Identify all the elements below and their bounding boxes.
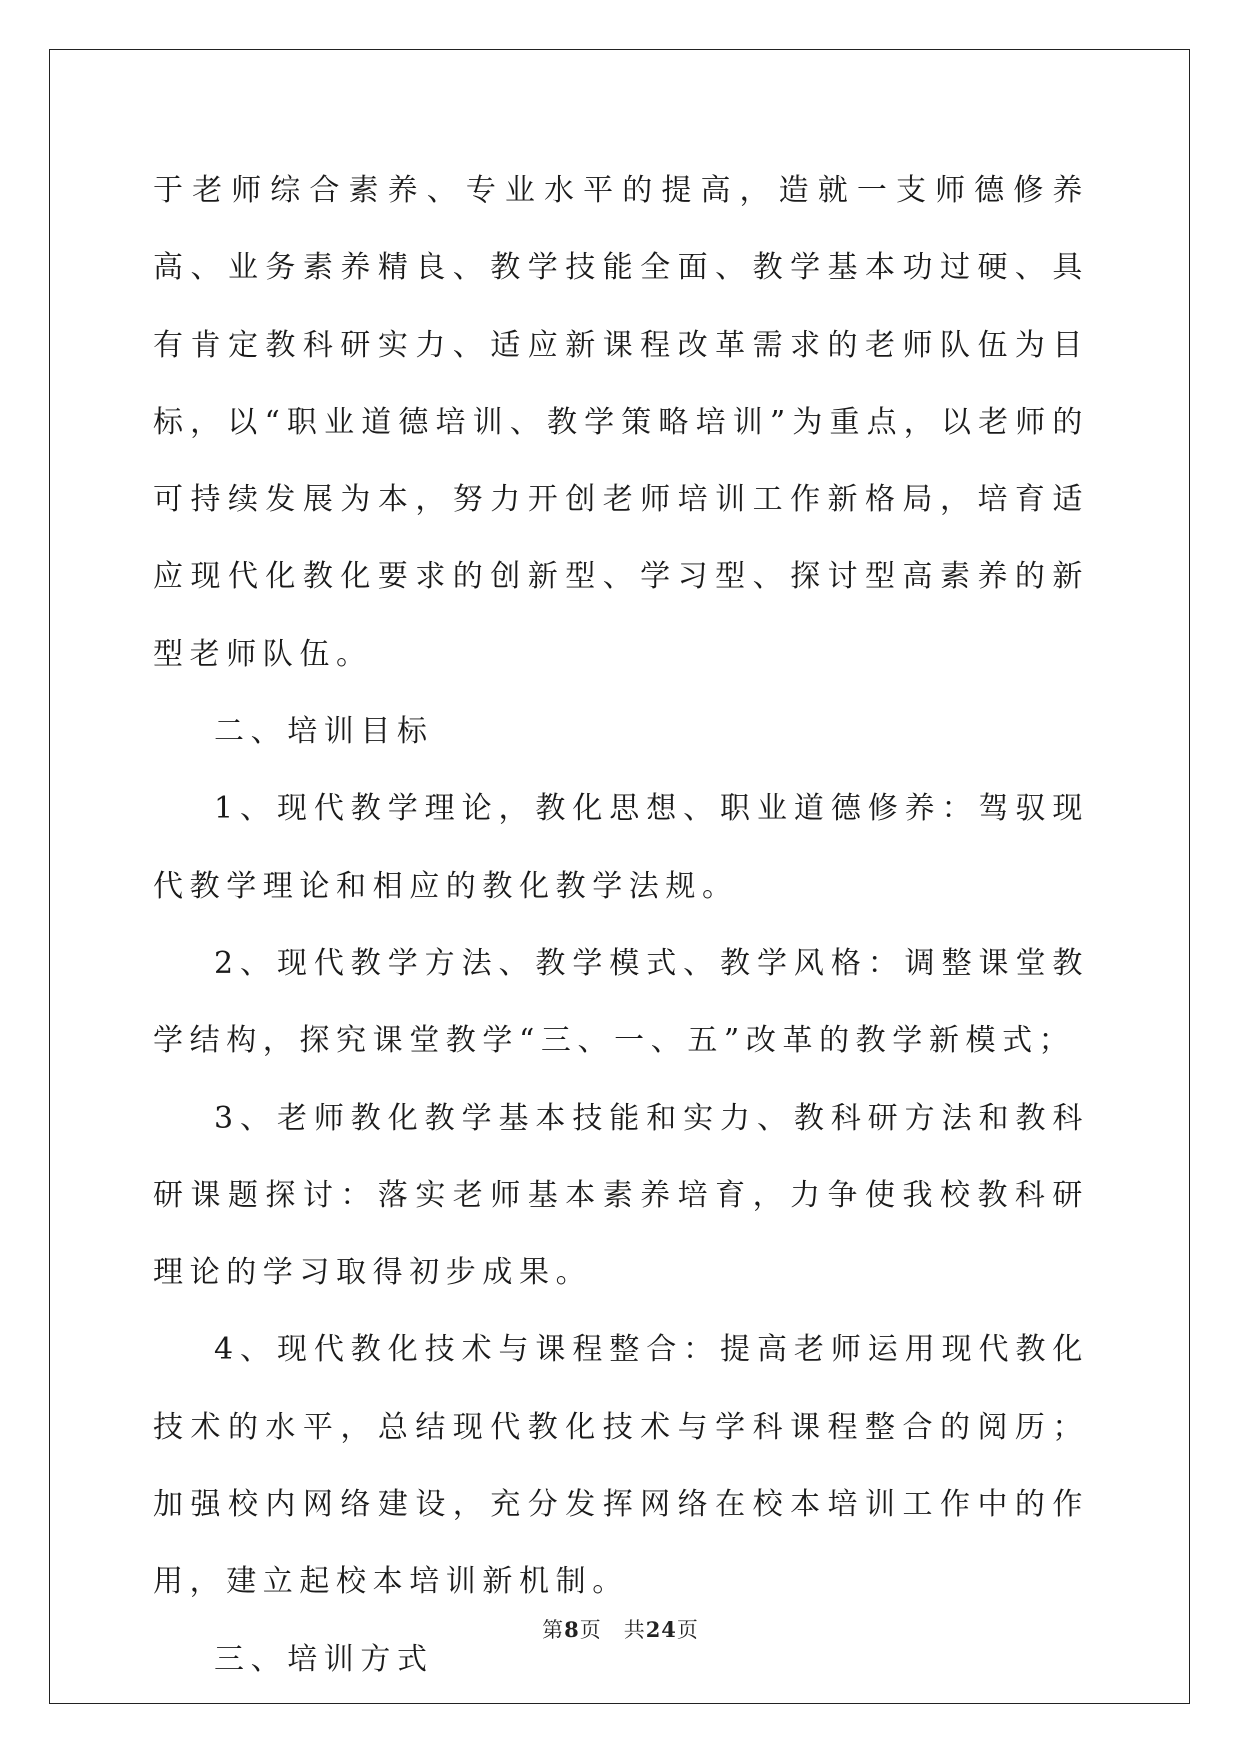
paragraph-intro-continuation: 于老师综合素养、专业水平的提高，造就一支师德修养高、业务素养精良、教学技能全面、教学基本功过硬、具有肯定教科研实力、适应新课程改革需求的老师队伍为目标，以“职业道德培训、教学策略培训”为重点，以老师的可持续发展为本，努力开创老师培训工作新格局，培育适应现代化教化要求的创新型、学习型、探讨型高素养的新型老师队伍。	[153, 173, 1089, 672]
document-body	[153, 152, 1089, 1698]
total-suffix: 页	[676, 1618, 699, 1642]
goal-item-2: 2、现代教学方法、教学模式、教学风格：调整课堂教学结构，探究课堂教学“三、一、五”改革的教学新模式；	[153, 945, 1089, 1059]
page-suffix: 页	[579, 1618, 602, 1642]
goal-item-1: 1、现代教学理论，教化思想、职业道德修养：驾驭现代教学理论和相应的教化教学法规。	[153, 791, 1089, 904]
goal-item-4: 4、现代教化技术与课程整合：提高老师运用现代教化技术的水平，总结现代教化技术与学科课程整合的阅历；加强校内网络建设，充分发挥网络在校本培训工作中的作用，建立起校本培训新机制。	[153, 1332, 1089, 1600]
section-heading-training-methods: 三、培训方式	[214, 1641, 434, 1677]
page-number-current: 8	[564, 1617, 580, 1642]
page-footer	[0, 1614, 1241, 1644]
page-number-total: 24	[645, 1617, 677, 1642]
goal-item-3: 3、老师教化教学基本技能和实力、教科研方法和教科研课题探讨：落实老师基本素养培育，力争使我校教科研理论的学习取得初步成果。	[153, 1100, 1089, 1291]
page-prefix: 第	[542, 1618, 565, 1642]
total-prefix: 共	[623, 1618, 646, 1642]
section-heading-training-goals: 二、培训目标	[214, 714, 434, 750]
